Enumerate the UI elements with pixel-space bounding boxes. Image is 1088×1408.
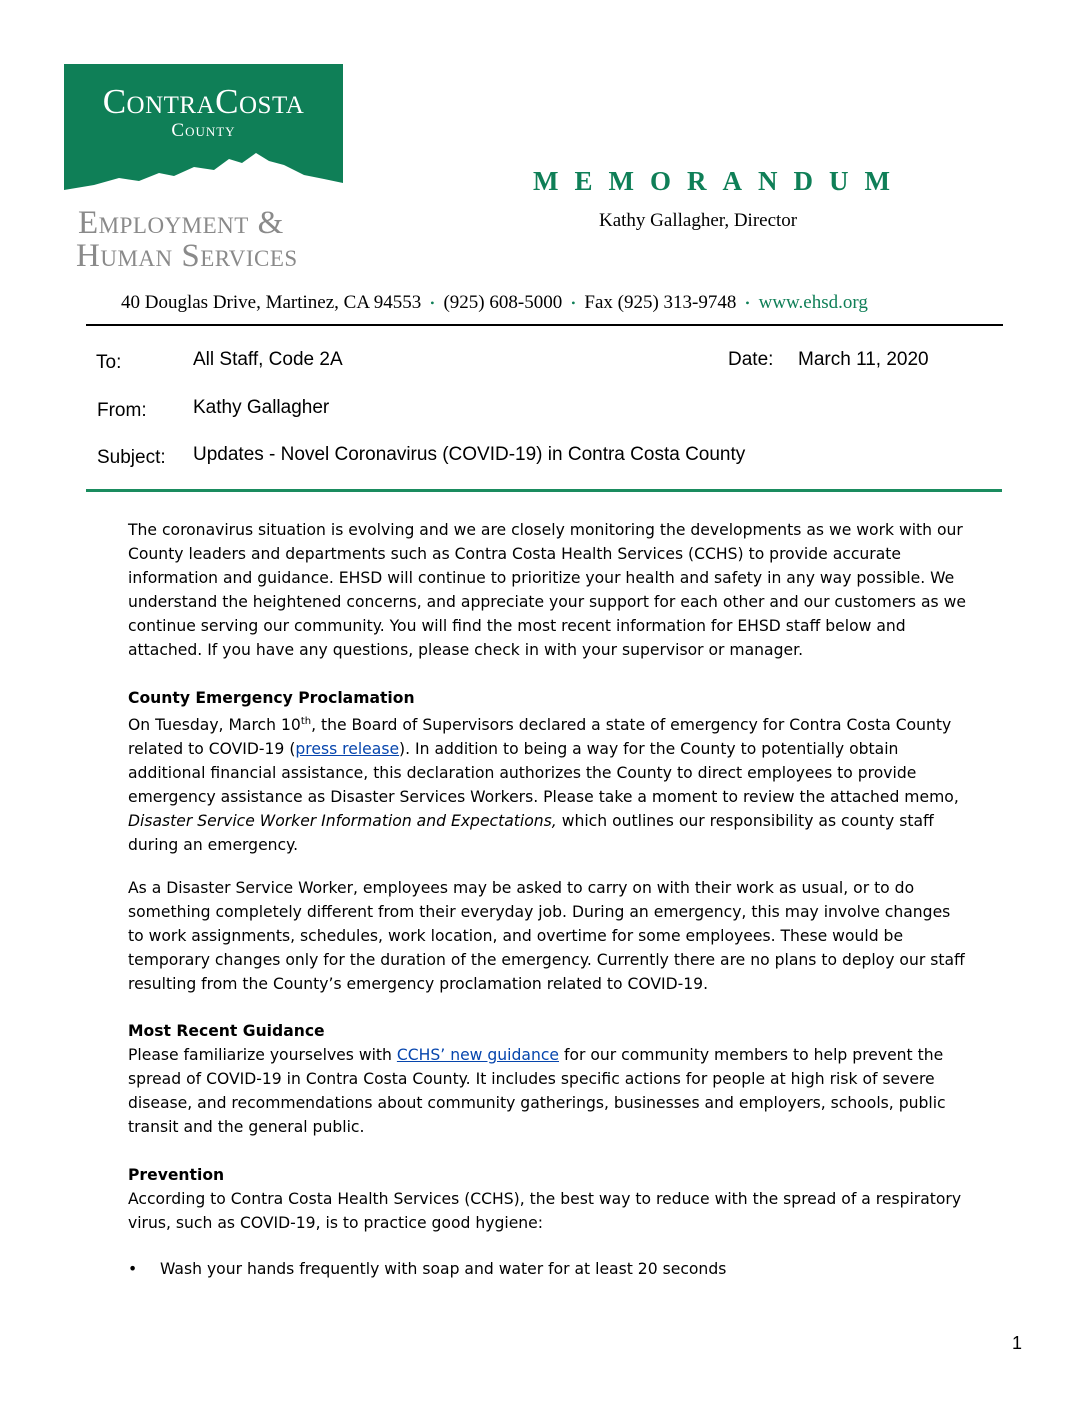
prevention-section bbox=[128, 1163, 968, 1235]
logo-human-services: Human Services bbox=[76, 238, 298, 274]
text-span: for our community members to help prevent the spread of COVID-19 in Contra Costa County. It includes specific actions for people at high risk of severe disease, and recommendations about community gatherings, businesses and employers, schools, public transit and the general public. bbox=[128, 1046, 946, 1136]
guidance-title: Most Recent Guidance bbox=[128, 1022, 325, 1040]
section-divider bbox=[86, 489, 1002, 492]
from-value: Kathy Gallagher bbox=[193, 397, 330, 418]
prevention-paragraph: According to Contra Costa Health Services (CCHS), the best way to reduce with the spread of a respiratory virus, such as COVID-19, is to practice good hygiene: bbox=[128, 1190, 962, 1232]
bullet-separator: • bbox=[571, 296, 576, 311]
text-span: Please familiarize yourselves with bbox=[128, 1046, 397, 1064]
emergency-title: County Emergency Proclamation bbox=[128, 689, 415, 707]
logo-employment: Employment & bbox=[78, 205, 284, 241]
press-release-link[interactable]: press release bbox=[295, 740, 400, 759]
street-address: 40 Douglas Drive, Martinez, CA 94553 bbox=[121, 292, 422, 313]
bullet-separator: • bbox=[430, 296, 435, 311]
to-label: To: bbox=[96, 352, 122, 373]
superscript: th bbox=[300, 716, 312, 727]
subject-label: Subject: bbox=[97, 447, 166, 468]
date-label: Date: bbox=[728, 349, 774, 370]
logo-subtitle: County bbox=[171, 120, 236, 141]
logo-title: ContraCosta bbox=[102, 82, 305, 121]
page-number: 1 bbox=[1012, 1333, 1023, 1353]
bullet-separator: • bbox=[745, 296, 750, 311]
website-link[interactable]: www.ehsd.org bbox=[758, 292, 868, 313]
bullet-text: Wash your hands frequently with soap and water for at least 20 seconds bbox=[160, 1260, 727, 1278]
memo-title-italic: Disaster Service Worker Information and Expectations, bbox=[128, 812, 557, 831]
intro-paragraph bbox=[128, 518, 968, 662]
mountain-icon bbox=[64, 145, 343, 205]
prevention-title: Prevention bbox=[128, 1166, 225, 1184]
emergency-section bbox=[128, 686, 968, 857]
dsw-text: As a Disaster Service Worker, employees may be asked to carry on with their work as usual, or to do something completely different from their everyday job. During an emergency, this may involve changes to work assignments, schedules, work location, and overtime for some employees. These would be temporary changes only for the duration of the emergency. Currently there are no plans to deploy our staff resulting from the County’s emergency proclamation related to COVID-19. bbox=[128, 879, 965, 993]
dsw-paragraph bbox=[128, 876, 968, 996]
memorandum-title: MEMORANDUM bbox=[533, 166, 906, 196]
county-logo bbox=[64, 64, 343, 205]
header-divider bbox=[86, 324, 1003, 326]
fax-number: Fax (925) 313-9748 bbox=[584, 292, 737, 313]
intro-text: The coronavirus situation is evolving and we are closely monitoring the developments as we work with our County leaders and departments such as Contra Costa Health Services (CCHS) to provide accurate information and guidance. EHSD will continue to prioritize your health and safety in any way possible. We understand the heightened concerns, and appreciate your support for each other and our customers as we continue serving our community. You will find the most recent information for EHSD staff below and attached. If you have any questions, please check in with your supervisor or manager. bbox=[128, 521, 966, 659]
from-label: From: bbox=[97, 400, 147, 421]
guidance-paragraph bbox=[128, 1043, 968, 1139]
text-span: which outlines our responsibility as county staff during an emergency. bbox=[128, 812, 934, 855]
text-span: On Tuesday, March 10 bbox=[128, 716, 301, 735]
date-value: March 11, 2020 bbox=[798, 349, 929, 370]
address-line bbox=[121, 292, 868, 314]
cchs-guidance-link[interactable]: CCHS’ new guidance bbox=[396, 1046, 560, 1064]
emergency-paragraph bbox=[128, 710, 968, 857]
text-span: , the Board of Supervisors declared a state of emergency for Contra Costa County related to COVID-19 ( bbox=[128, 716, 952, 759]
bullet-icon: • bbox=[128, 1260, 138, 1278]
guidance-section bbox=[128, 1019, 968, 1139]
text-span: ). In addition to being a way for the County to potentially obtain additional financial assistance, this declaration authorizes the County to direct employees to provide emergency assistance as Disaster Services Workers. Please take a moment to review the attached memo, bbox=[128, 740, 959, 807]
phone-number: (925) 608-5000 bbox=[443, 292, 563, 313]
director-line: Kathy Gallagher, Director bbox=[599, 210, 798, 231]
subject-value: Updates - Novel Coronavirus (COVID-19) in Contra Costa County bbox=[193, 444, 746, 465]
to-value: All Staff, Code 2A bbox=[193, 349, 343, 370]
